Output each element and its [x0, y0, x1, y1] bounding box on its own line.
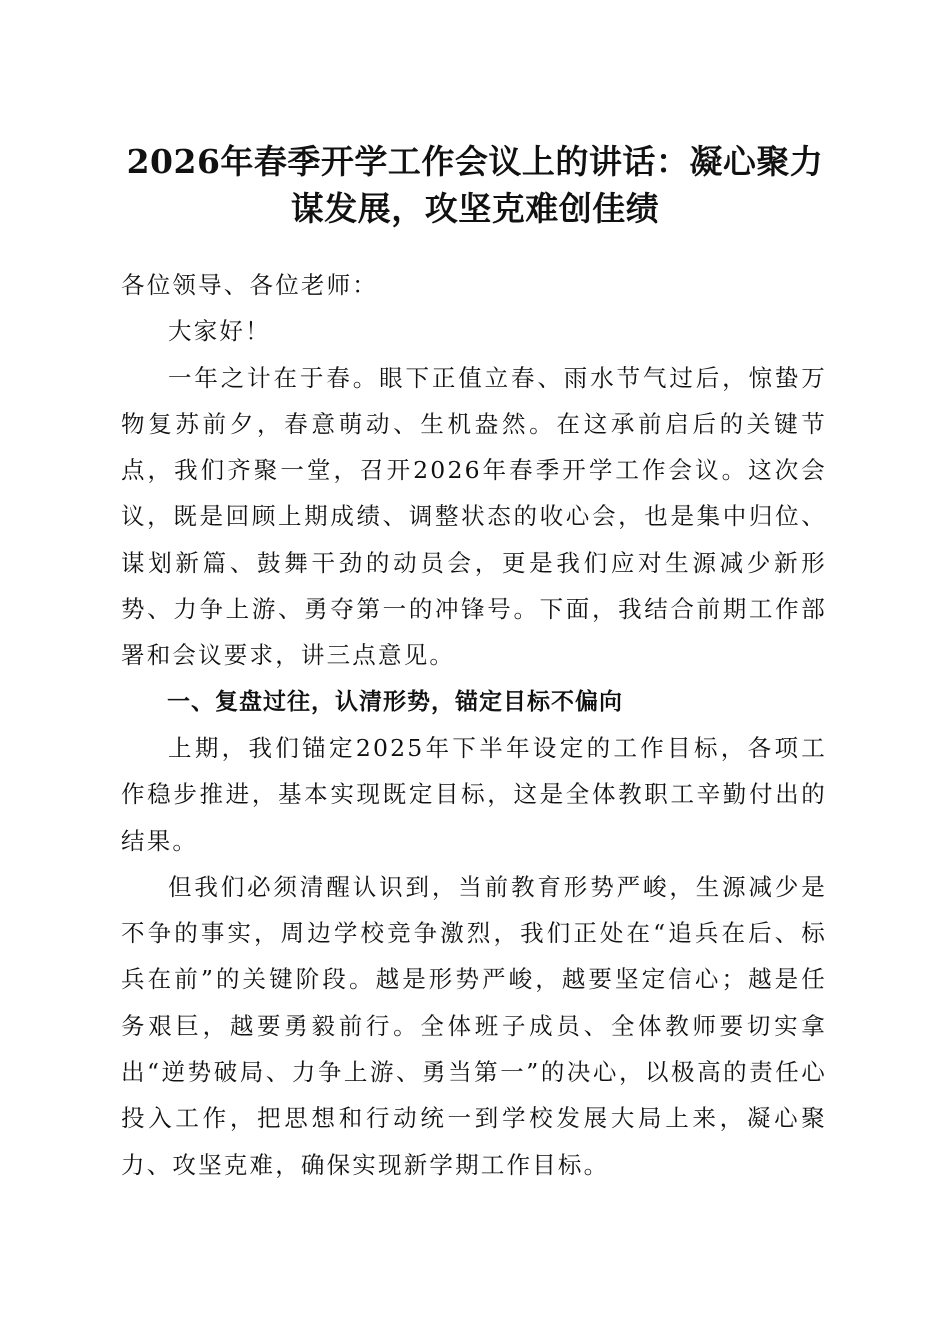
intro-paragraph: 一年之计在于春。眼下正值立春、雨水节气过后，惊蛰万物复苏前夕，春意萌动、生机盎然。在这承前启后的关键节点，我们齐聚一堂，召开2026年春季开学工作会议。这次会议，既是回顾上期成绩、调整状态的收心会，也是集中归位、谋划新篇、鼓舞干劲的动员会，更是我们应对生源减少新形势、力争上游、勇夺第一的冲锋号。下面，我结合前期工作部署和会议要求，讲三点意见。 [121, 363, 827, 670]
greeting: 大家好！ [168, 317, 271, 346]
document-title: 2026年春季开学工作会议上的讲话：凝心聚力谋发展，攻坚克难创佳绩 [126, 142, 824, 228]
salutation: 各位领导、各位老师： [121, 271, 378, 299]
section-paragraph: 但我们必须清醒认识到，当前教育形势严峻，生源减少是不争的事实，周边学校竞争激烈，我们正处在“追兵在后、标兵在前”的关键阶段。越是形势严峻，越要坚定信心；越是任务艰巨，越要勇毅前行。全体班子成员、全体教师要切实拿出“逆势破局、力争上游、勇当第一”的决心，以极高的责任心投入工作，把思想和行动统一到学校发展大局上来，凝心聚力、攻坚克难，确保实现新学期工作目标。 [121, 872, 827, 1179]
document-body [121, 262, 827, 1188]
section-heading: 一、复盘过往，认清形势，锚定目标不偏向 [167, 688, 623, 715]
section-paragraph: 上期，我们锚定2025年下半年设定的工作目标，各项工作稳步推进，基本实现既定目标，这是全体教职工辛勤付出的结果。 [121, 733, 827, 855]
